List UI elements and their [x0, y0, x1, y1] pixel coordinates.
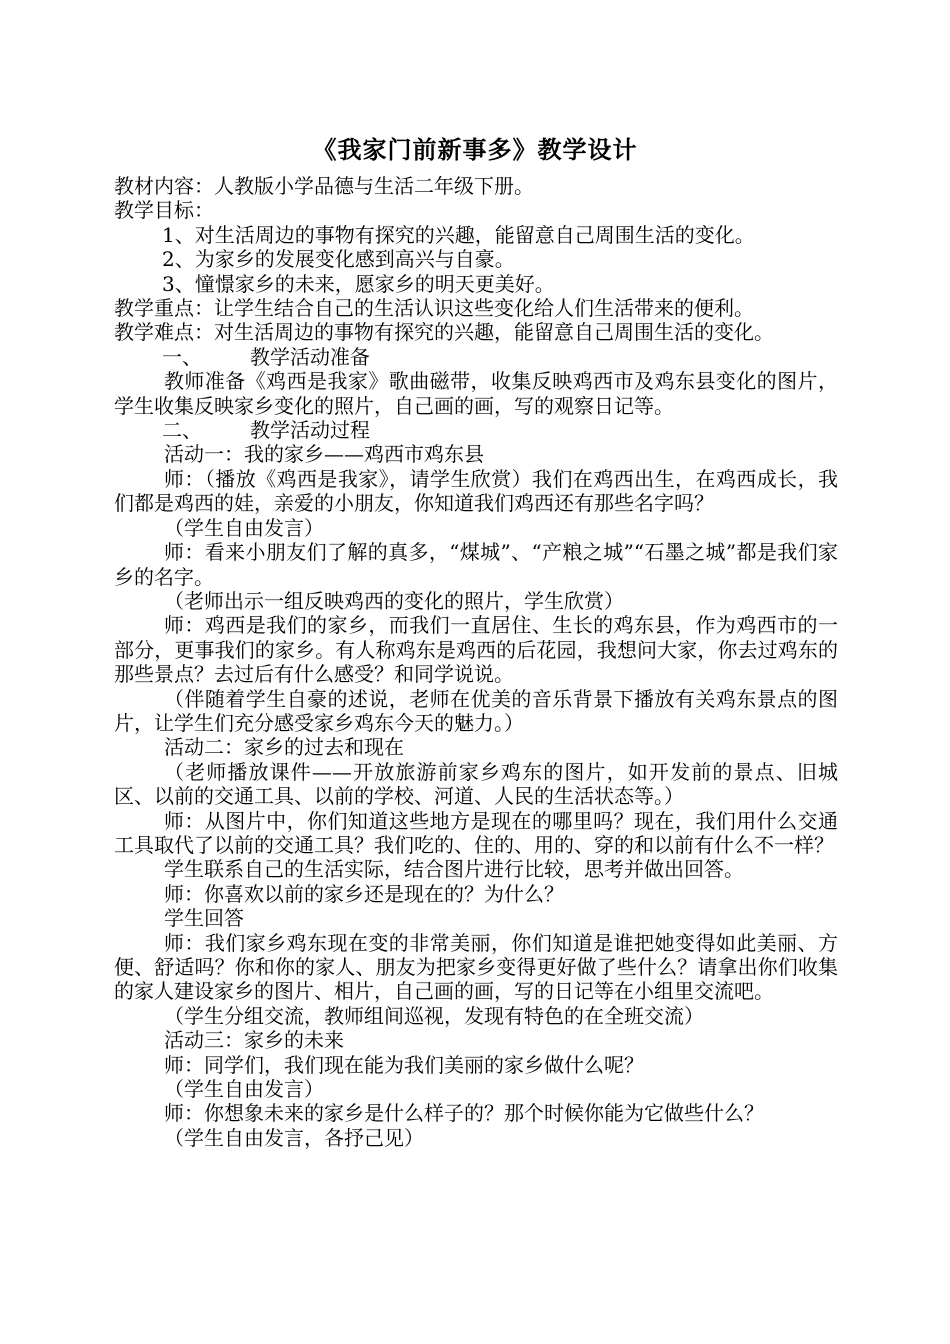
paragraph: 师：从图片中，你们知道这些地方是现在的哪里吗？现在，我们用什么交通工具取代了以前的交通工具？我们吃的、住的、用的、穿的和以前有什么不一样？: [114, 808, 838, 857]
document-title: 《我家门前新事多》教学设计: [312, 135, 638, 164]
paragraph: 师：看来小朋友们了解的真多，“煤城”、“产粮之城”“石墨之城”都是我们家乡的名字。: [114, 540, 838, 589]
paragraph: 学生联系自己的生活实际，结合图片进行比较，思考并做出回答。: [164, 857, 744, 882]
section-title-1: 教学活动准备: [250, 344, 370, 369]
paragraph: （学生分组交流，教师组间巡视，发现有特色的在全班交流）: [164, 1003, 704, 1028]
paragraph: （学生自由发言）: [164, 1077, 324, 1102]
paragraph: 学生回答: [164, 906, 244, 931]
paragraph: 师：鸡西是我们的家乡，而我们一直居住、生长的鸡东县，作为鸡西市的一部分，更事我们的家乡。有人称鸡东是鸡西的后花园，我想问大家，你去过鸡东的那些景点？去过后有什么感受？和同学说说。: [114, 613, 838, 687]
section-heading-1: [114, 345, 838, 369]
activity-3-heading: 活动三：家乡的未来: [164, 1028, 344, 1053]
material-line: 教材内容：人教版小学品德与生活二年级下册。: [114, 174, 534, 198]
difficulty-line: 教学难点：对生活周边的事物有探究的兴趣，能留意自己周围生活的变化。: [114, 320, 774, 345]
prep-paragraph: 教师准备《鸡西是我家》歌曲磁带，收集反映鸡西市及鸡东县变化的图片，学生收集反映家乡变化的照片，自己画的画，写的观察日记等。: [114, 369, 838, 418]
section-number-2: 二、: [162, 418, 202, 443]
section-heading-2: [114, 418, 838, 442]
goal-item-1: 1、对生活周边的事物有探究的兴趣，能留意自己周围生活的变化。: [162, 222, 755, 247]
goals-label: 教学目标：: [114, 198, 214, 223]
section-title-2: 教学活动过程: [250, 418, 370, 443]
goal-item-3: 3、憧憬家乡的未来，愿家乡的明天更美好。: [162, 271, 555, 296]
paragraph: （学生自由发言）: [164, 515, 324, 540]
goal-item-2: 2、为家乡的发展变化感到高兴与自豪。: [162, 247, 515, 272]
key-point-line: 教学重点：让学生结合自己的生活认识这些变化给人们生活带来的便利。: [114, 296, 754, 321]
activity-1-heading: 活动一：我的家乡——鸡西市鸡东县: [164, 442, 484, 467]
paragraph: （学生自由发言，各抒己见）: [164, 1125, 424, 1150]
paragraph: 师：（播放《鸡西是我家》，请学生欣赏）我们在鸡西出生，在鸡西成长，我们都是鸡西的娃，亲爱的小朋友，你知道我们鸡西还有那些名字吗？: [114, 466, 838, 516]
paragraph: （老师出示一组反映鸡西的变化的照片，学生欣赏）: [164, 588, 624, 613]
paragraph: 师：我们家乡鸡东现在变的非常美丽，你们知道是谁把她变得如此美丽、方便、舒适吗？你和你的家人、朋友为把家乡变得更好做了些什么？请拿出你们收集的家人建设家乡的图片、相片，自己画的画，写的日记等在小组里交流吧。: [114, 930, 838, 1004]
section-number-1: 一、: [162, 344, 202, 369]
paragraph: 师：你想象未来的家乡是什么样子的？那个时候你能为它做些什么？: [164, 1101, 764, 1126]
document-body: [114, 174, 838, 1150]
activity-2-heading: 活动二：家乡的过去和现在: [164, 735, 404, 760]
paragraph: （老师播放课件——开放旅游前家乡鸡东的图片，如开发前的景点、旧城区、以前的交通工具、以前的学校、河道、人民的生活状态等。）: [114, 759, 838, 809]
paragraph: 师：你喜欢以前的家乡还是现在的？为什么？: [164, 881, 564, 906]
paragraph: （伴随着学生自豪的述说，老师在优美的音乐背景下播放有关鸡东景点的图片，让学生们充分感受家乡鸡东今天的魅力。）: [114, 686, 838, 735]
paragraph: 师：同学们，我们现在能为我们美丽的家乡做什么呢？: [164, 1052, 644, 1077]
